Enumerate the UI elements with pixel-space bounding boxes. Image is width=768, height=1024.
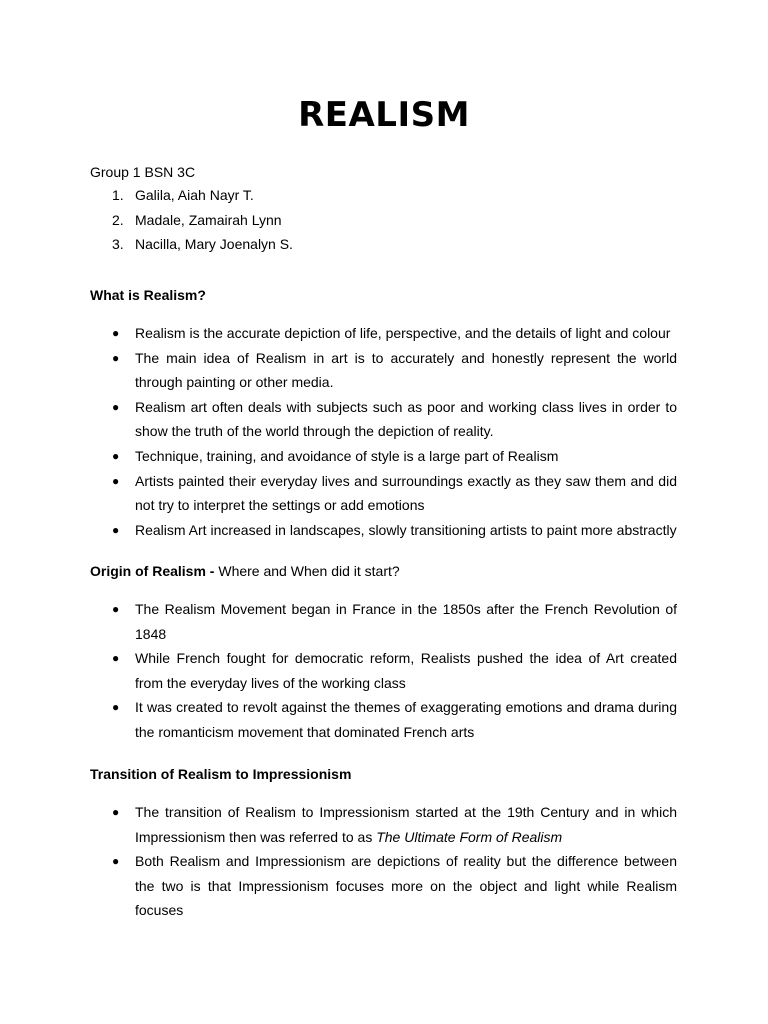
section-heading-bold: Origin of Realism -: [90, 563, 215, 579]
bullet-icon: ●: [112, 326, 120, 340]
list-item: [90, 346, 677, 395]
bullet-list-origin-of-realism: [90, 597, 677, 745]
member-name: Madale, Zamairah Lynn: [135, 211, 282, 228]
bullet-icon: ●: [112, 350, 120, 365]
list-item-text: The transition of Realism to Impressionism started at the 19th Century and in which Impressionism then was referred to as: [135, 804, 677, 845]
section-heading-origin-of-realism: [90, 561, 677, 581]
list-item: [90, 800, 677, 849]
list-item-text: Realism art often deals with subjects such as poor and working class lives in order to show the truth of the world through the depiction of reality.: [135, 398, 677, 440]
italic-phrase: The Ultimate Form of Realism: [376, 828, 563, 845]
bullet-icon: ●: [112, 602, 120, 616]
section-heading-transition: [90, 764, 677, 784]
list-item-text: The main idea of Realism in art is to accurately and honestly represent the world through painting or other media.: [135, 349, 677, 391]
list-item: [90, 469, 677, 518]
member-name: Galila, Aiah Nayr T.: [135, 187, 254, 203]
list-number: 1.: [112, 187, 124, 203]
bullet-list-transition: [90, 800, 677, 923]
member-list: [90, 185, 677, 259]
list-item-text: Artists painted their everyday lives and surroundings exactly as they saw them and did not try to interpret the settings or add emotions: [135, 472, 677, 514]
member-item: [90, 210, 677, 235]
bullet-icon: ●: [112, 854, 120, 869]
member-item: [90, 234, 677, 259]
list-item: [90, 518, 677, 543]
list-item-text: Both Realism and Impressionism are depictions of reality but the difference between the two is that Impressionism focuses more on the object and light while Realism focuses: [135, 853, 677, 919]
section-heading-bold: What is Realism?: [90, 287, 206, 303]
list-item-text: Technique, training, and avoidance of style is a large part of Realism: [135, 447, 559, 464]
bullet-icon: ●: [112, 399, 120, 414]
list-item: [90, 597, 677, 646]
bullet-icon: ●: [112, 700, 120, 715]
list-item-text: Realism Art increased in landscapes, slowly transitioning artists to paint more abstractly: [135, 521, 677, 538]
section-heading-what-is-realism: [90, 285, 677, 305]
bullet-icon: ●: [112, 805, 120, 819]
bullet-icon: ●: [112, 522, 120, 537]
list-item-text: The Realism Movement began in France in the 1850s after the French Revolution of 1848: [135, 601, 677, 642]
list-number: 2.: [112, 211, 124, 228]
member-item: [90, 185, 677, 210]
list-item-text: While French fought for democratic reform, Realists pushed the idea of Art created from the everyday lives of the working class: [135, 650, 677, 691]
list-item: [90, 646, 677, 695]
list-item: [90, 395, 677, 444]
member-name: Nacilla, Mary Joenalyn S.: [135, 236, 293, 252]
list-item-text: Realism is the accurate depiction of life, perspective, and the details of light and colour: [135, 325, 671, 341]
list-number: 3.: [112, 236, 124, 252]
group-label: Group 1 BSN 3C: [90, 164, 196, 180]
list-item-text: It was created to revolt against the themes of exaggerating emotions and drama during the romanticism movement that dominated French arts: [135, 699, 677, 740]
list-item: [90, 444, 677, 469]
section-heading-bold: Transition of Realism to Impressionism: [90, 766, 352, 782]
bullet-icon: ●: [112, 448, 120, 463]
bullet-icon: ●: [112, 473, 120, 488]
bullet-icon: ●: [112, 651, 120, 666]
list-item: [90, 695, 677, 744]
document-title: REALISM: [298, 95, 470, 135]
section-heading-rest: Where and When did it start?: [214, 563, 400, 579]
bullet-list-what-is-realism: [90, 321, 677, 542]
list-item: [90, 849, 677, 923]
list-item: [90, 321, 677, 346]
